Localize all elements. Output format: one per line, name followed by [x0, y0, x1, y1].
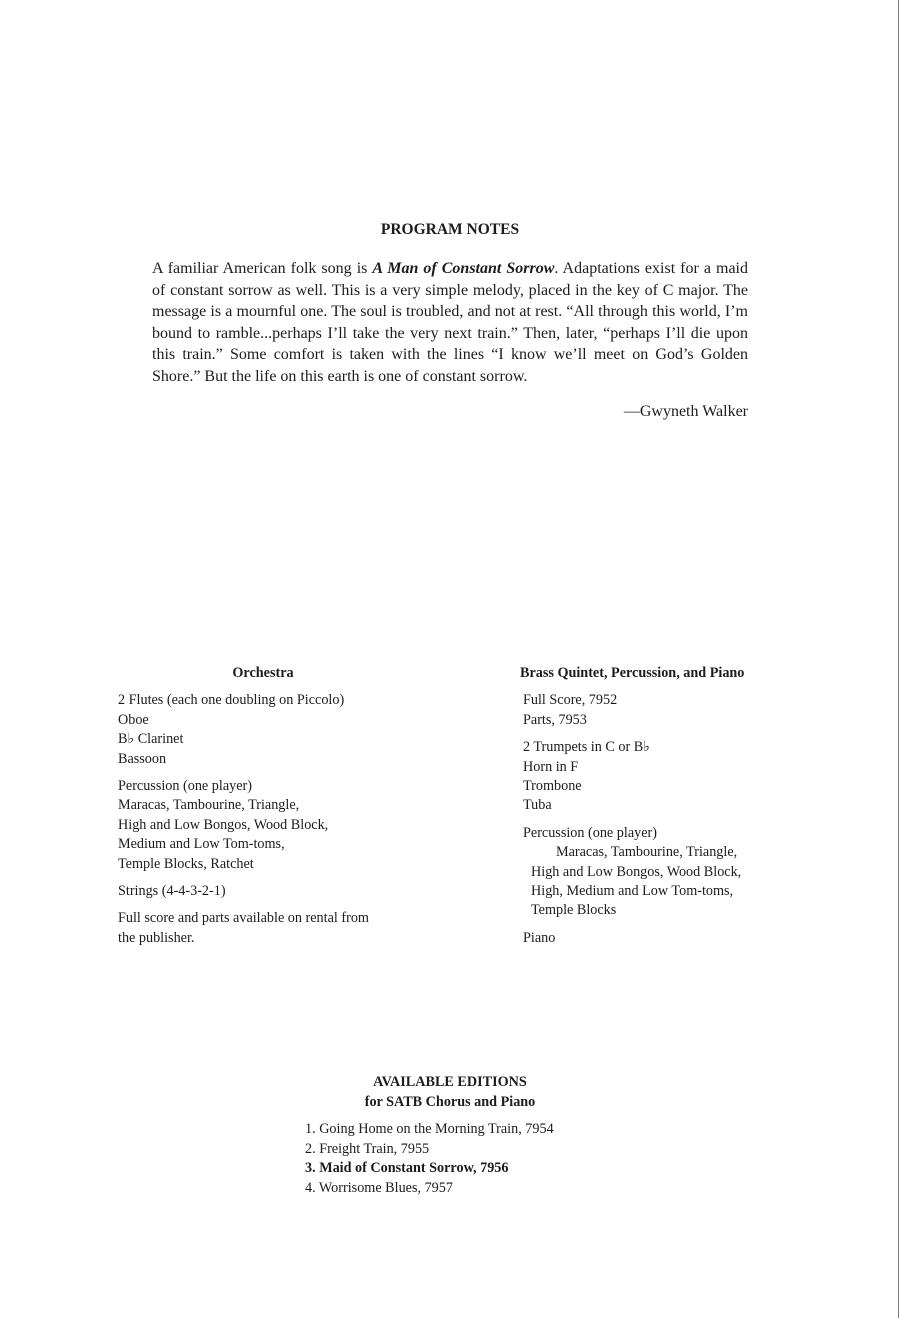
brass-instruments [523, 738, 793, 816]
orchestra-section [118, 664, 418, 956]
program-notes-title: PROGRAM NOTES [380, 221, 520, 238]
instrument-line: Trombone [523, 778, 582, 795]
edition-item: 4. Worrisome Blues, 7957 [305, 1179, 453, 1196]
brass-heading: Brass Quintet, Percussion, and Piano [520, 665, 745, 681]
score-line: Full Score, 7952 [523, 692, 618, 709]
instrument-line: B♭ Clarinet [118, 731, 184, 748]
edition-item-current: 3. Maid of Constant Sorrow, 7956 [305, 1160, 509, 1177]
instrument-line: High and Low Bongos, Wood Block, [531, 863, 742, 880]
instrument-line: Percussion (one player) [118, 778, 252, 795]
instrument-line: Maracas, Tambourine, Triangle, [118, 797, 300, 814]
instrument-line: 2 Flutes (each one doubling on Piccolo) [118, 692, 345, 709]
orchestra-rental-note [118, 909, 418, 948]
instrument-line: Oboe [118, 711, 149, 728]
brass-section [520, 664, 793, 956]
editions-title: AVAILABLE EDITIONS [373, 1074, 527, 1090]
rental-line: the publisher. [118, 929, 195, 946]
instrument-line: High, Medium and Low Tom-toms, [531, 883, 734, 900]
orchestra-heading: Orchestra [232, 665, 294, 681]
program-notes-body [152, 258, 748, 388]
edition-item: 2. Freight Train, 7955 [305, 1140, 430, 1157]
instrument-line: Medium and Low Tom-toms, [118, 836, 285, 853]
brass-percussion [523, 824, 793, 921]
song-title: A Man of Constant Sorrow [372, 260, 555, 277]
rental-line: Full score and parts available on rental from [118, 910, 369, 927]
brass-piano [523, 929, 793, 948]
instrument-line: Strings (4-4-3-2-1) [118, 883, 226, 900]
instrument-line: Piano [523, 929, 556, 946]
available-editions [0, 1073, 900, 1199]
score-line: Parts, 7953 [523, 711, 587, 728]
editions-list [305, 1120, 900, 1198]
instrument-line: Horn in F [523, 758, 579, 775]
instrument-line: Maracas, Tambourine, Triangle, [556, 844, 738, 861]
author-signature: —Gwyneth Walker [623, 403, 748, 420]
instrument-line: Percussion (one player) [523, 824, 657, 841]
instrument-line: Temple Blocks [531, 902, 617, 919]
instrument-line: Bassoon [118, 750, 167, 767]
instrument-line: Temple Blocks, Ratchet [118, 855, 254, 872]
orchestra-strings [118, 882, 418, 901]
editions-subtitle: for SATB Chorus and Piano [364, 1093, 536, 1110]
notes-text-main: . Adaptations exist for a maid of constant sorrow as well. This is a very simple melody, placed in the key of C major. The message is a mournful one. The soul is troubled, and not at rest. “All through this world, I’m bound to ramble...perhaps I’ll take the very next train.” Then, later, “perhaps I’ll die upon this train.” Some comfort is taken with the lines “I know we’ll meet on God’s Golden Shore.” But the life on this earth is one of constant sorrow. [152, 260, 748, 385]
orchestra-percussion [118, 777, 418, 874]
edition-item: 1. Going Home on the Morning Train, 7954 [305, 1121, 554, 1138]
instrument-line: High and Low Bongos, Wood Block, [118, 816, 329, 833]
instrument-line: 2 Trumpets in C or B♭ [523, 739, 650, 756]
instrument-line: Tuba [523, 797, 552, 814]
orchestra-winds [118, 691, 418, 769]
brass-scores [523, 691, 793, 730]
notes-text-intro: A familiar American folk song is [152, 260, 373, 277]
